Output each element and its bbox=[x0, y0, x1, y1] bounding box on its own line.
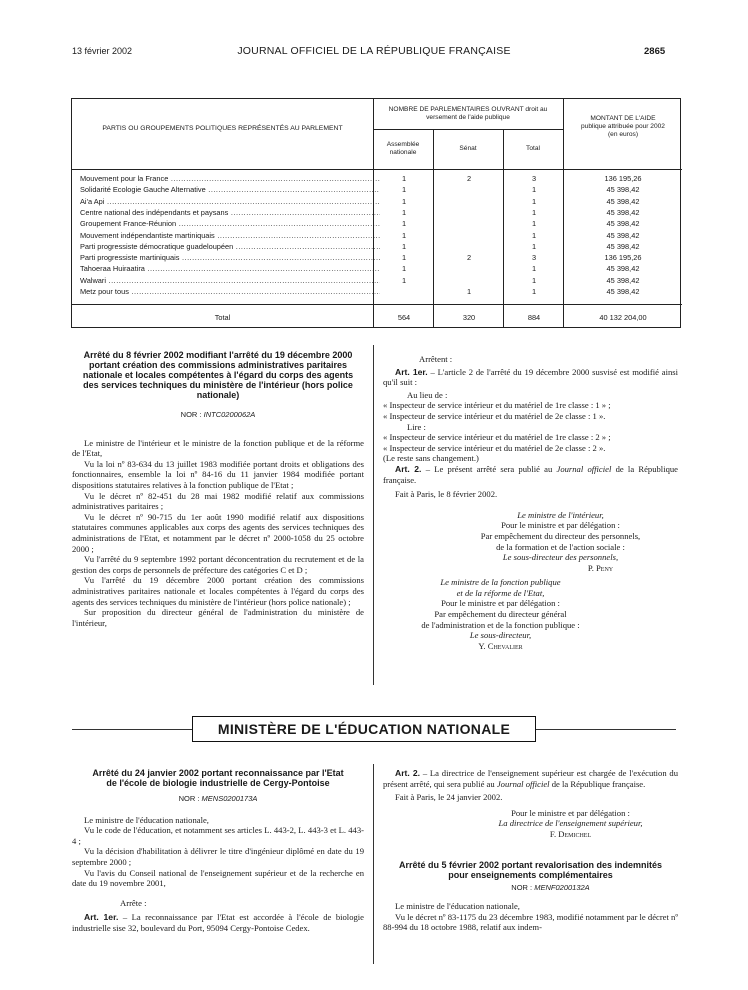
cell-total: 1 bbox=[531, 241, 537, 251]
cell-montant: 45 398,42 bbox=[606, 264, 640, 274]
table-row bbox=[72, 275, 682, 286]
table-row bbox=[72, 230, 682, 241]
arrete3-nor: NOR : MENF0200132A bbox=[511, 882, 590, 892]
col-header-assemblee: Assemblée nationale bbox=[386, 141, 420, 156]
cell-total: 1 bbox=[531, 230, 537, 240]
quote-line: « Inspecteur de service intérieur et du matériel de 2e classe : 2 ». bbox=[383, 442, 606, 453]
parties-funding-table bbox=[71, 98, 681, 328]
signature-block-1: Le ministre de l'intérieur, Pour le ministre et par délégation : Par empêchement du directeur des personnels, de la formation et de l'action sociale : Le sous-directeur des personnels, P. Peny bbox=[480, 509, 641, 573]
table-row bbox=[72, 252, 682, 263]
article-2: Art. 2. – Le présent arrêté sera publié au Journal officiel de la République française. bbox=[383, 463, 678, 485]
arrete1-para: Vu l'arrêté du 19 décembre 2000 portant création des commissions administratives paritaires nationale et locales compétentes à l'égard du corps des agents des services techniques du ministère de l'intérieur (hors police nationale) ; bbox=[72, 575, 364, 607]
arrete3-para: Vu le décret nº 83-1175 du 23 décembre 1983, modifié notamment par le décret nº 88-994 du 18 octobre 1988, relatif aux indem- bbox=[383, 911, 678, 933]
arrete2-nor: NOR : MENS0200173A bbox=[178, 794, 258, 803]
arrete1-nor: NOR : INTC0200062A bbox=[180, 410, 256, 419]
cell-montant: 136 195,26 bbox=[604, 174, 642, 183]
arrete1-para: Vu le décret nº 82-451 du 28 mai 1982 modifié relatif aux commissions administratives paritaires ; bbox=[72, 490, 364, 512]
arrete1-para: Vu l'arrêté du 9 septembre 1992 portant déconcentration du recrutement et de la gestion des corps de personnels de préfecture des catégories C et D ; bbox=[72, 554, 364, 575]
cell-assemblee: 1 bbox=[401, 196, 407, 206]
cell-montant: 45 398,42 bbox=[606, 241, 640, 251]
arretent: Arrêtent : bbox=[419, 354, 453, 364]
party-name: Mouvement indépendantiste martiniquais ..... bbox=[80, 230, 380, 241]
journal-title: JOURNAL OFFICIEL DE LA RÉPUBLIQUE FRANÇAISE bbox=[237, 45, 511, 57]
arrete1-para: Vu la loi nº 83-634 du 13 juillet 1983 modifiée portant droits et obligations des fonctionnaires, ensemble la loi nº 84-16 du 11 janvier 1984 modifiée portant dispositions statutaires relatives à la fonction publique de l'Etat ; bbox=[72, 458, 364, 490]
arrete2-left-column bbox=[72, 768, 364, 934]
cell-total: 1 bbox=[531, 219, 537, 229]
cell-montant: 45 398,42 bbox=[606, 287, 640, 296]
arrete1-para: Vu le décret nº 90-715 du 1er août 1990 modifié relatif aux dispositions statutaires communes applicables aux corps des agents des services techniques des administrations de l'Etat, et notamment par le décret nº 2000-1058 du 25 octobre 2000 ; bbox=[72, 511, 364, 554]
fait-a-paris: Fait à Paris, le 8 février 2002. bbox=[395, 489, 498, 500]
quote-line: « Inspecteur de service intérieur et du matériel de 1re classe : 2 » ; bbox=[383, 432, 611, 443]
col-header-senat: Sénat bbox=[459, 145, 477, 152]
table-row bbox=[72, 173, 682, 184]
cell-total: 1 bbox=[531, 207, 537, 217]
total-senat: 320 bbox=[462, 313, 476, 322]
cell-total: 1 bbox=[531, 275, 537, 285]
cell-montant: 136 195,26 bbox=[604, 253, 642, 263]
arrete3-para: Le ministre de l'éducation nationale, bbox=[395, 901, 520, 912]
arrete: Arrête : bbox=[120, 897, 147, 908]
cell-montant: 45 398,42 bbox=[606, 196, 640, 206]
cell-senat: 2 bbox=[466, 253, 472, 263]
signature-block-3: Pour le ministre et par délégation : La directrice de l'enseignement supérieur, F. Demichel bbox=[498, 807, 643, 839]
article-1: Art. 1er. – L'article 2 de l'arrêté du 19 décembre 2000 susvisé est modifié ainsi qu'il suit : bbox=[383, 366, 678, 388]
cell-assemblee: 1 bbox=[401, 207, 407, 217]
arrete2-right-column bbox=[383, 768, 678, 933]
party-name: Centre national des indépendants et paysans ..... bbox=[80, 207, 380, 218]
total-total: 884 bbox=[527, 313, 541, 322]
cell-assemblee: 1 bbox=[401, 253, 407, 263]
cell-total: 3 bbox=[531, 174, 537, 183]
cell-montant: 45 398,42 bbox=[606, 275, 640, 285]
article-2: Art. 2. – La directrice de l'enseignement supérieur est chargée de l'exécution du présent arrêté, qui sera publié au Journal officiel de la République française. bbox=[383, 768, 679, 789]
cell-total: 1 bbox=[531, 287, 537, 296]
quote-line: « Inspecteur de service intérieur et du matériel de 1re classe : 1 » ; bbox=[383, 400, 611, 411]
cell-total: 1 bbox=[531, 185, 537, 195]
cell-montant: 45 398,42 bbox=[606, 185, 640, 195]
header-date: 13 février 2002 bbox=[72, 46, 133, 56]
cell-assemblee: 1 bbox=[401, 241, 407, 251]
cell-total: 3 bbox=[531, 253, 537, 263]
cell-assemblee: 1 bbox=[401, 264, 407, 274]
arrete3-title: Arrêté du 5 février 2002 portant revalorisation des indemnités pour enseignements complémentaires bbox=[398, 859, 663, 880]
arrete2-para: Le ministre de l'éducation nationale, bbox=[84, 814, 209, 825]
cell-total: 1 bbox=[531, 196, 537, 206]
cell-montant: 45 398,42 bbox=[606, 207, 640, 217]
cell-assemblee: 1 bbox=[401, 185, 407, 195]
party-name: Ai'a Api ..... bbox=[80, 196, 380, 207]
cell-senat: 2 bbox=[466, 174, 472, 183]
table-row bbox=[72, 286, 682, 297]
party-name: Mouvement pour la France ..... bbox=[80, 173, 380, 184]
cell-senat: 1 bbox=[466, 287, 472, 296]
arrete1-right-column bbox=[383, 354, 678, 651]
cell-assemblee: 1 bbox=[401, 275, 407, 285]
total-an: 564 bbox=[397, 313, 411, 322]
au-lieu-de: Au lieu de : bbox=[407, 389, 448, 400]
column-divider bbox=[373, 764, 374, 964]
cell-assemblee: 1 bbox=[401, 230, 407, 240]
table-row bbox=[72, 207, 682, 218]
cell-montant: 45 398,42 bbox=[606, 219, 640, 229]
party-name: Tahoeraa Huiraatira ..... bbox=[80, 263, 380, 274]
column-divider bbox=[373, 345, 374, 685]
page-number: 2865 bbox=[644, 46, 666, 57]
col-header-total: Total bbox=[526, 145, 540, 152]
fait-a-paris: Fait à Paris, le 24 janvier 2002. bbox=[395, 792, 503, 803]
cell-montant: 45 398,42 bbox=[606, 230, 640, 240]
quote-line: « Inspecteur de service intérieur et du matériel de 2e classe : 1 ». bbox=[383, 410, 606, 421]
lire: Lire : bbox=[407, 421, 426, 432]
col-header-parties: PARTIS OU GROUPEMENTS POLITIQUES REPRÉSENTÉS AU PARLEMENT bbox=[102, 125, 343, 132]
party-name: Metz pour tous ..... bbox=[80, 286, 380, 297]
arrete1-para: Sur proposition du directeur général de l'administration du ministère de l'intérieur, bbox=[72, 607, 364, 628]
arrete2-title: Arrêté du 24 janvier 2002 portant reconnaissance par l'Etat de l'école de biologie industrielle de Cergy-Pontoise bbox=[92, 768, 344, 788]
signature-block-2: Le ministre de la fonction publique et de la réforme de l'Etat, Pour le ministre et par délégation : Par empêchement du directeur général de l'administration et de la fonction publique : Le sous-directeur, Y. Chevalier bbox=[421, 577, 580, 651]
arrete1-left-column bbox=[72, 350, 364, 628]
col-header-parliamentarians: NOMBRE DE PARLEMENTAIRES OUVRANT droit au versement de l'aide publique bbox=[388, 106, 548, 121]
arrete1-para: Le ministre de l'intérieur et le ministre de la fonction publique et de la réforme de l'Etat, bbox=[72, 437, 364, 459]
total-montant: 40 132 204,00 bbox=[599, 313, 647, 322]
party-name: Groupement France-Réunion ..... bbox=[80, 218, 380, 229]
arrete2-para: Vu l'avis du Conseil national de l'enseignement supérieur et de la recherche en date du 19 novembre 2001, bbox=[72, 867, 364, 889]
table-total-row bbox=[72, 312, 682, 323]
ministry-heading: MINISTÈRE DE L'ÉDUCATION NATIONALE bbox=[192, 716, 536, 742]
table-row bbox=[72, 184, 682, 195]
party-name: Solidarité Ecologie Gauche Alternative ..... bbox=[80, 184, 380, 195]
table-row bbox=[72, 241, 682, 252]
col-header-montant: MONTANT DE L'AIDE publique attribuée pour 2002 (en euros) bbox=[581, 115, 665, 138]
arrete1-title: Arrêté du 8 février 2002 modifiant l'arrêté du 19 décembre 2000 portant création des commissions administratives paritaires nationale et locales compétentes à l'égard du corps des agents des services techniques du ministère de l'intérieur (hors police nationale) bbox=[82, 350, 354, 400]
cell-assemblee: 1 bbox=[401, 219, 407, 229]
party-name: Parti progressiste martiniquais ..... bbox=[80, 252, 380, 263]
cell-total: 1 bbox=[531, 264, 537, 274]
table-row bbox=[72, 218, 682, 229]
cell-assemblee: 1 bbox=[401, 174, 407, 183]
table-row bbox=[72, 263, 682, 274]
arrete2-para: Vu le code de l'éducation, et notamment ses articles L. 443-2, L. 443-3 et L. 443-4 ; bbox=[72, 825, 364, 846]
table-row bbox=[72, 196, 682, 207]
reste-sans-changement: (Le reste sans changement.) bbox=[383, 453, 479, 464]
article-1: Art. 1er. – La reconnaissance par l'Etat est accordée à l'école de biologie industrielle sise 32, boulevard du Port, 95094 Cergy-Pontoise Cedex. bbox=[72, 912, 364, 933]
party-name: Walwari ..... bbox=[80, 275, 380, 286]
total-label: Total bbox=[214, 313, 231, 322]
arrete2-para: Vu la décision d'habilitation à délivrer le titre d'ingénieur diplômé en date du 19 septembre 2000 ; bbox=[72, 846, 364, 867]
party-name: Parti progressiste démocratique guadeloupéen ..... bbox=[80, 241, 380, 252]
